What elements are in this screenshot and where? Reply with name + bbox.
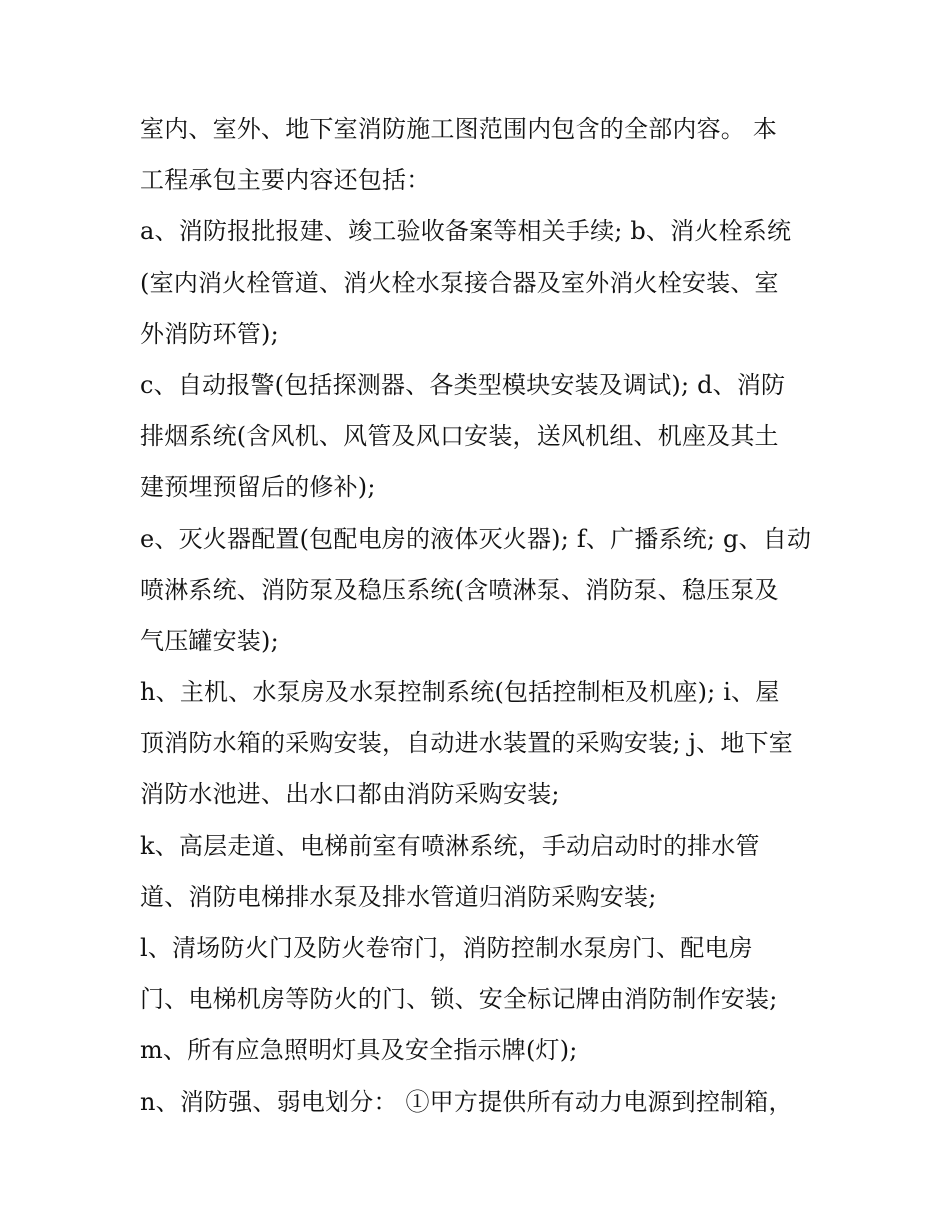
- text-line: c、自动报警(包括探测器、各类型模块安装及调试); d、消防: [140, 370, 786, 399]
- document-body: [140, 104, 830, 1128]
- text-line: k、高层走道、电梯前室有喷淋系统，手动启动时的排水管: [140, 831, 760, 860]
- text-line: 道、消防电梯排水泵及排水管道归消防采购安装;: [140, 882, 657, 911]
- text-line: 室内、室外、地下室消防施工图范围内包含的全部内容。 本: [140, 115, 778, 143]
- text-line: l、清场防火门及防火卷帘门，消防控制水泵房门、配电房: [140, 934, 753, 962]
- text-line: h、主机、水泵房及水泵控制系统(包括控制柜及机座); i、屋: [140, 678, 780, 707]
- text-line: 顶消防水箱的采购安装，自动进水装置的采购安装; j、地下室: [140, 729, 793, 758]
- text-line: n、消防强、弱电划分： ①甲方提供所有动力电源到控制箱，: [140, 1087, 793, 1116]
- text-line: m、所有应急照明灯具及安全指示牌(灯);: [140, 1036, 578, 1065]
- text-line: 门、电梯机房等防火的门、锁、安全标记牌由消防制作安装;: [140, 985, 778, 1014]
- text-line: 消防水池进、出水口都由消防采购安装;: [140, 780, 560, 809]
- text-line: 工程承包主要内容还包括：: [140, 166, 431, 195]
- text-line: 外消防环管);: [140, 319, 279, 348]
- text-line: 气压罐安装);: [140, 626, 279, 655]
- text-line: 排烟系统(含风机、风管及风口安装，送风机组、机座及其土: [140, 422, 779, 451]
- text-line: e、灭火器配置(包配电房的液体灭火器); f、广播系统; g、自动: [140, 524, 812, 553]
- text-line: 喷淋系统、消防泵及稳压系统(含喷淋泵、消防泵、稳压泵及: [140, 575, 779, 604]
- text-line: a、消防报批报建、竣工验收备案等相关手续; b、消火栓系统: [140, 217, 792, 246]
- text-line: (室内消火栓管道、消火栓水泵接合器及室外消火栓安装、室: [140, 268, 779, 297]
- text-line: 建预埋预留后的修补);: [140, 473, 376, 502]
